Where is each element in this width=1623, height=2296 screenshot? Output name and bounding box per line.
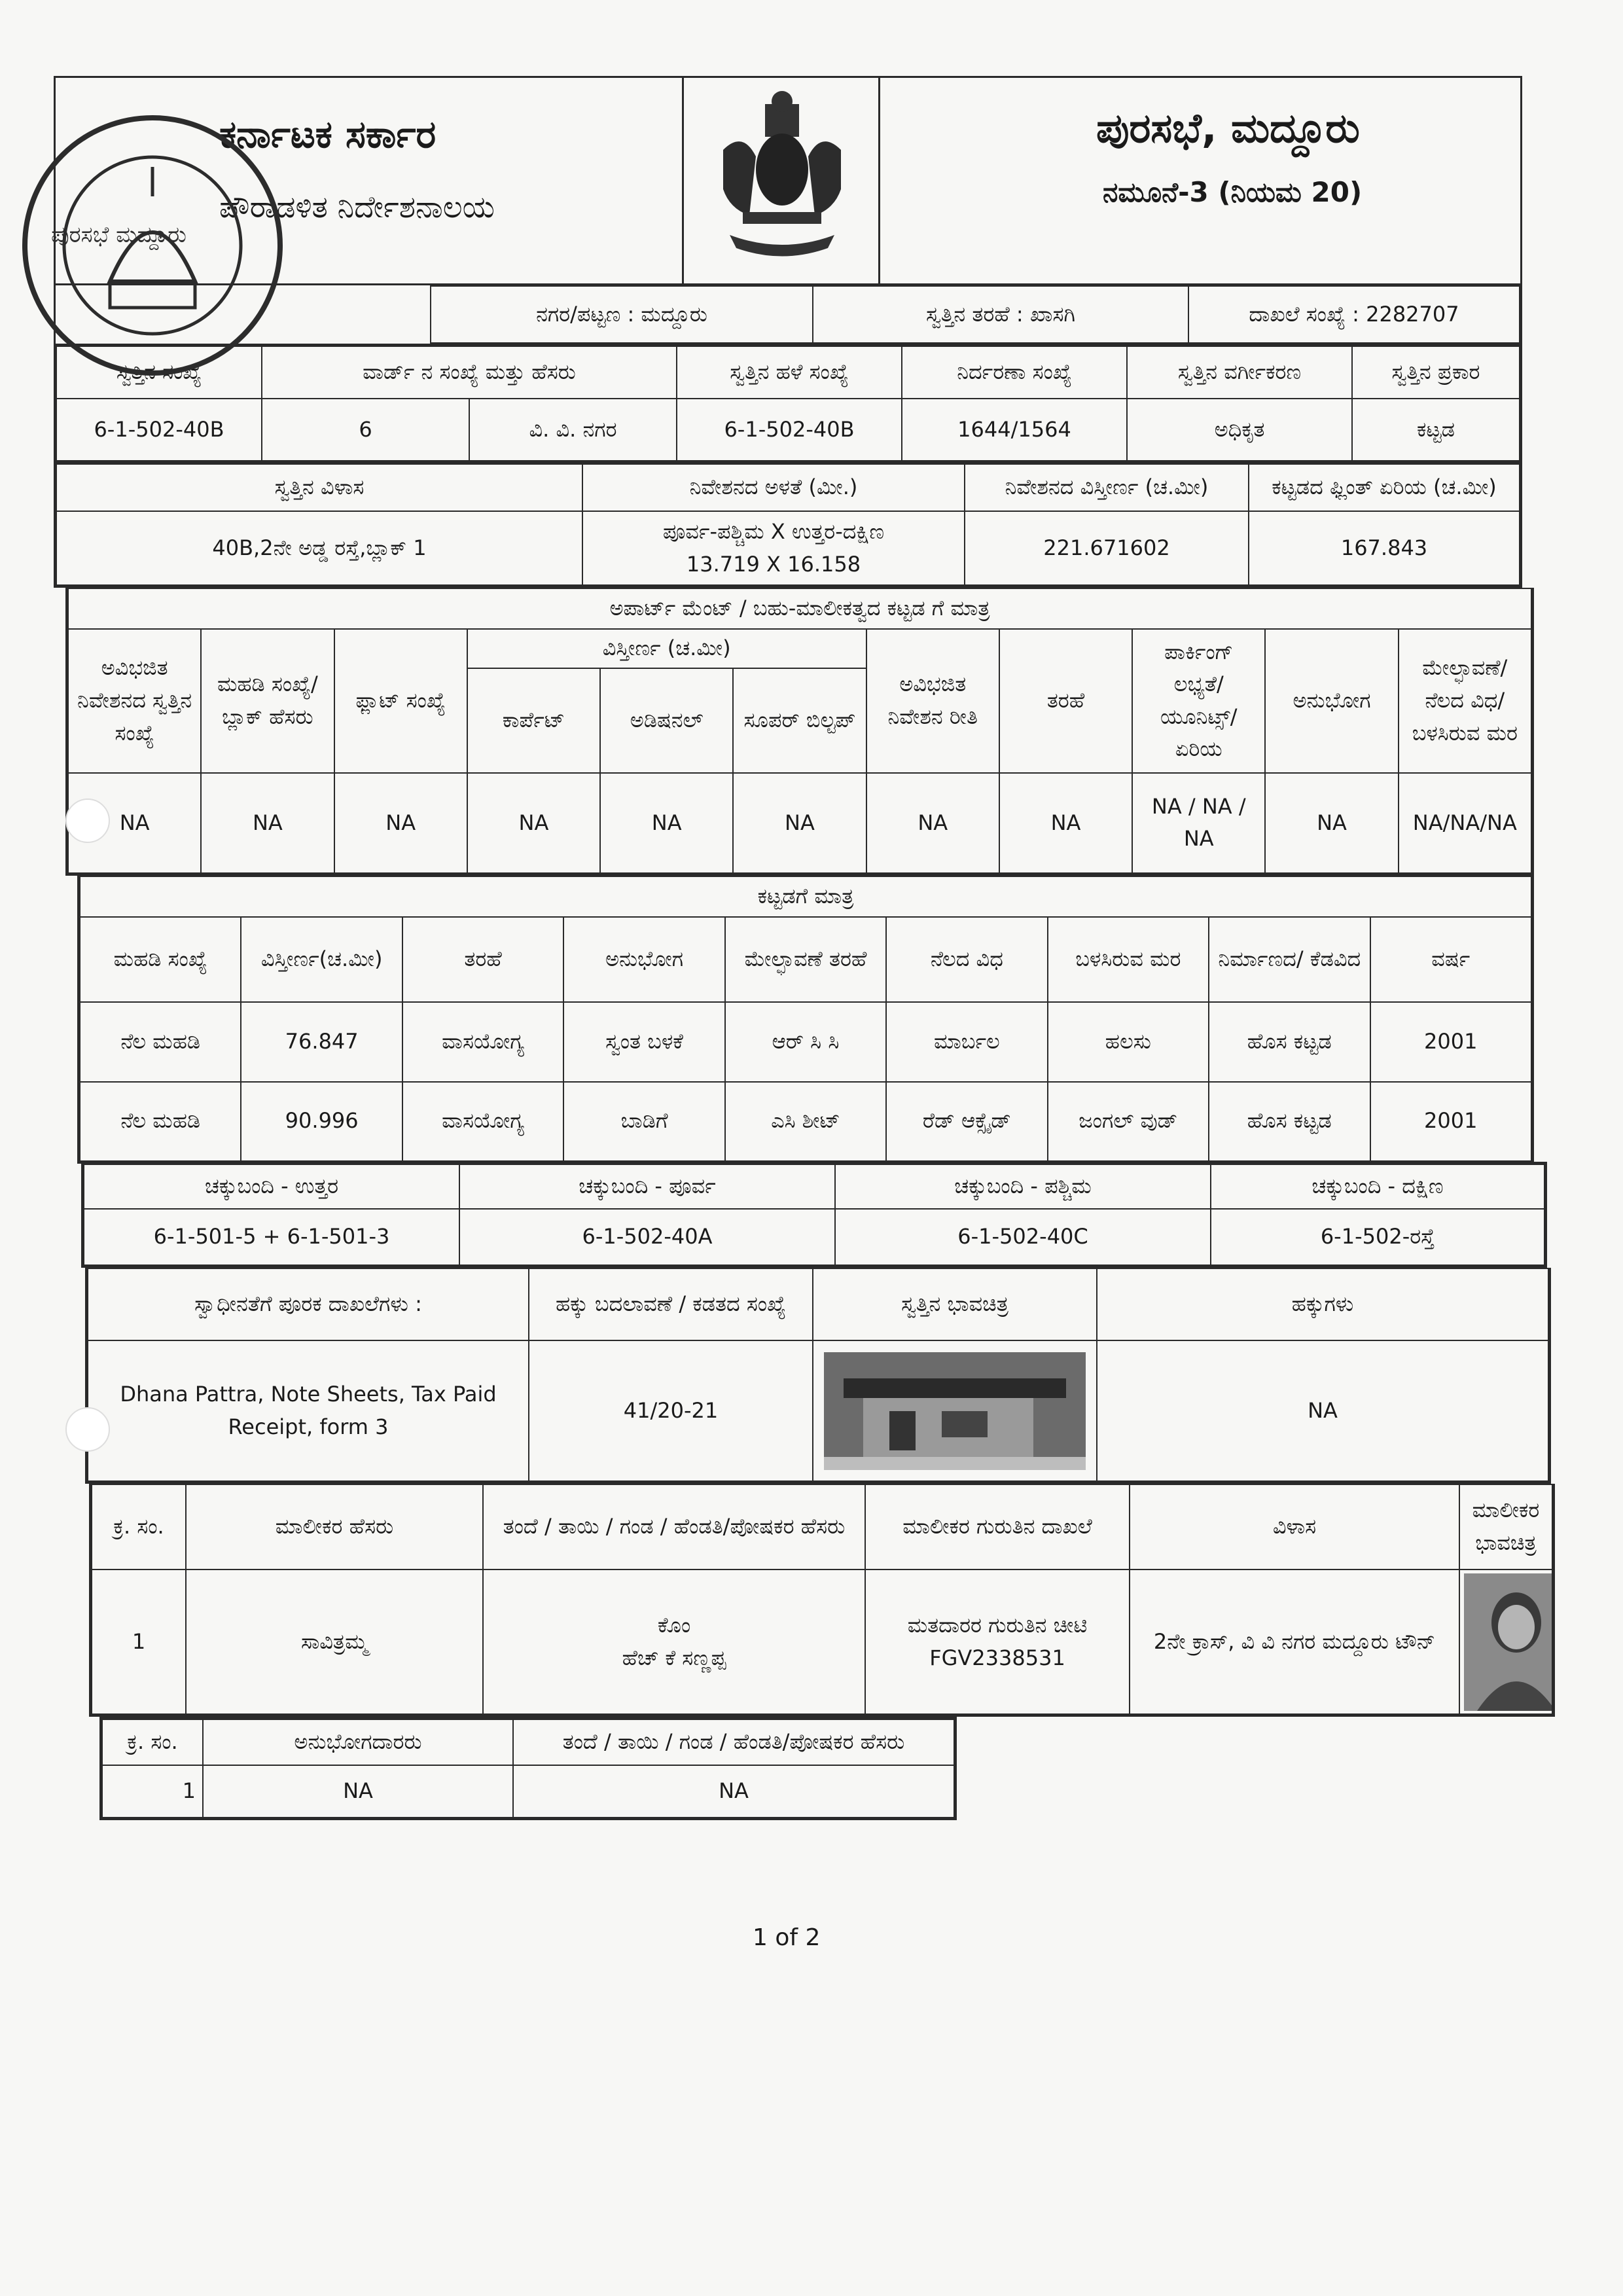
- hdr-floor-area: ವಿಸ್ತೀರ್ಣ(ಚ.ಮೀ): [241, 917, 402, 1002]
- property-address: 40B,2ನೇ ಅಡ್ಡ ರಸ್ತೆ,ಬ್ಲಾಕ್ 1: [56, 511, 582, 585]
- user-name: NA: [203, 1765, 513, 1818]
- hdr-undivided-method: ಅವಿಭಜಿತ ನಿವೇಶನ ರೀತಿ: [866, 629, 999, 773]
- hdr-file-no: ಹಕ್ಕು ಬದಲಾವಣೆ / ಕಡತದ ಸಂಖ್ಯೆ: [529, 1268, 813, 1340]
- municipality-name: ಪುರಸಭೆ, ಮದ್ದೂರು: [1096, 104, 1360, 152]
- wood: ಹಲಸು: [1048, 1002, 1209, 1082]
- directorate-name: ಪೌರಾಡಳಿತ ನಿರ್ದೇಶನಾಲಯ: [219, 189, 495, 224]
- supporting-documents: Dhana Pattra, Note Sheets, Tax Paid Receipt, form 3: [88, 1340, 529, 1481]
- hdr-roof-floor-wood: ಮೇಲ್ಛಾವಣೆ/ನೆಲದ ವಿಧ/ಬಳಸಿರುವ ಮರ: [1399, 629, 1531, 773]
- table-row: [80, 1002, 1531, 1082]
- assessment-no: 1644/1564: [902, 399, 1127, 461]
- building-table: [77, 876, 1534, 1164]
- documents-table: [85, 1268, 1551, 1484]
- owner-name: ಸಾವಿತ್ರಮ್ಮ: [186, 1570, 483, 1714]
- hdr-owner-photo: ಮಾಲೀಕರ ಭಾವಚಿತ್ರ: [1459, 1484, 1552, 1570]
- hdr-old-no: ಸ್ವತ್ತಿನ ಹಳೆ ಸಂಖ್ಯೆ: [677, 346, 902, 399]
- flooring: ಮಾರ್ಬಲ: [886, 1002, 1047, 1082]
- boundary-north: 6-1-501-5 + 6-1-501-3: [84, 1209, 459, 1265]
- hdr-south: ಚಕ್ಕುಬಂದಿ - ದಕ್ಷಿಣ: [1211, 1164, 1544, 1209]
- header-right: [880, 78, 1520, 283]
- table-row: [102, 1765, 954, 1818]
- boundaries-table: [81, 1162, 1547, 1268]
- apt-carpet: NA: [467, 773, 600, 873]
- apt-undivided-no: NA: [68, 773, 201, 873]
- form-number: ನಮೂನೆ-3 (ನಿಯಮ 20): [1103, 176, 1363, 208]
- owner-photo-image: [1464, 1573, 1552, 1711]
- owner-relation: [483, 1570, 865, 1714]
- apt-parking: NA / NA / NA: [1132, 773, 1265, 873]
- relation-prefix: ಕೊಂ: [657, 1612, 691, 1638]
- file-number: 41/20-21: [529, 1340, 813, 1481]
- flooring: ರೆಡ್ ಆಕ್ಸೈಡ್: [886, 1082, 1047, 1162]
- floor-area: 90.996: [241, 1082, 402, 1162]
- hdr-site-dims: ನಿವೇಶನದ ಅಳತೆ (ಮೀ.): [582, 464, 965, 511]
- apt-super: NA: [733, 773, 866, 873]
- apt-undivided-method: NA: [866, 773, 999, 873]
- old-property-no: 6-1-502-40B: [677, 399, 902, 461]
- owners-table: [89, 1484, 1555, 1717]
- roof-type: ಎಸಿ ಶೀಟ್: [725, 1082, 886, 1162]
- classification: ಅಧಿಕೃತ: [1127, 399, 1352, 461]
- hdr-owner-sl: ಕ್ರ. ಸಂ.: [92, 1484, 186, 1570]
- hdr-floor-block: ಮಹಡಿ ಸಂಖ್ಯೆ/ಬ್ಲಾಕ್ ಹೆಸರು: [201, 629, 334, 773]
- hdr-year: ವರ್ಷ: [1370, 917, 1532, 1002]
- hdr-user-relation: ತಂದೆ / ತಾಯಿ / ಗಂಡ / ಹೆಂಡತಿ/ಪೋಷಕರ ಹೆಸರು: [513, 1719, 954, 1765]
- owner-id-type: ಮತದಾರರ ಗುರುತಿನ ಚೀಟಿ: [907, 1612, 1088, 1638]
- property-no: 6-1-502-40B: [56, 399, 262, 461]
- floor-type: ವಾಸಯೋಗ್ಯ: [402, 1082, 563, 1162]
- hdr-user-sl: ಕ್ರ. ಸಂ.: [102, 1719, 203, 1765]
- hdr-construction: ನಿರ್ಮಾಣದ/ ಕೆಡವಿದ: [1209, 917, 1370, 1002]
- plinth-area: 167.843: [1249, 511, 1520, 585]
- page-number: 1 of 2: [753, 1924, 821, 1951]
- govt-name: ಕರ್ನಾಟಕ ಸರ್ಕಾರ: [219, 112, 437, 156]
- rights-value: NA: [1097, 1340, 1548, 1481]
- entry-number-field: ದಾಖಲೆ ಸಂಖ್ಯೆ : 2282707: [1188, 286, 1520, 343]
- hdr-address: ಸ್ವತ್ತಿನ ವಿಳಾಸ: [56, 464, 582, 511]
- floor-no: ನೆಲ ಮಹಡಿ: [80, 1002, 241, 1082]
- apt-floor-block: NA: [201, 773, 334, 873]
- owner-sl: 1: [92, 1570, 186, 1714]
- site-dims-label: ಪೂರ್ವ-ಪಶ್ಚಿಮ X ಉತ್ತರ-ದಕ್ಷಿಣ: [662, 518, 885, 544]
- hdr-floor-no: ಮಹಡಿ ಸಂಖ್ಯೆ: [80, 917, 241, 1002]
- hdr-parking: ಪಾರ್ಕಿಂಗ್ ಲಭ್ಯತೆ/ಯೂನಿಟ್ಸ್/ಏರಿಯ: [1132, 629, 1265, 773]
- hdr-apt-type: ತರಹೆ: [999, 629, 1132, 773]
- municipal-seal-icon: [12, 105, 293, 386]
- users-table: [99, 1717, 957, 1820]
- table-row: [92, 1570, 1552, 1714]
- owner-address: 2ನೇ ಕ್ರಾಸ್, ವಿ ವಿ ನಗರ ಮದ್ದೂರು ಟೌನ್: [1130, 1570, 1459, 1714]
- apt-type: NA: [999, 773, 1132, 873]
- table-row: [80, 1082, 1531, 1162]
- hdr-floor-usage: ಅನುಭೋಗ: [563, 917, 724, 1002]
- boundary-east: 6-1-502-40A: [459, 1209, 835, 1265]
- hdr-undivided-no: ಅವಿಭಜಿತ ನಿವೇಶನದ ಸ್ವತ್ತಿನ ಸಂಖ್ಯೆ: [68, 629, 201, 773]
- punch-hole-top: [65, 798, 110, 843]
- hdr-site-area: ನಿವೇಶನದ ವಿಸ್ತೀರ್ಣ (ಚ.ಮೀ): [965, 464, 1249, 511]
- roof-type: ಆರ್ ಸಿ ಸಿ: [725, 1002, 886, 1082]
- ward-no: 6: [262, 399, 469, 461]
- hdr-flat-no: ಫ್ಲಾಟ್ ಸಂಖ್ಯೆ: [334, 629, 467, 773]
- construction: ಹೊಸ ಕಟ್ಟಡ: [1209, 1082, 1370, 1162]
- hdr-east: ಚಕ್ಕುಬಂದಿ - ಪೂರ್ವ: [459, 1164, 835, 1209]
- hdr-carpet: ಕಾರ್ಪೆಟ್: [467, 668, 600, 773]
- property-kind: ಕಟ್ಟಡ: [1352, 399, 1520, 461]
- hdr-classification: ಸ್ವತ್ತಿನ ವರ್ಗೀಕರಣ: [1127, 346, 1352, 399]
- apt-usage: NA: [1265, 773, 1398, 873]
- apt-roof-floor-wood: NA/NA/NA: [1399, 773, 1531, 873]
- address-table: [54, 463, 1522, 588]
- hdr-owner-relation: ತಂದೆ / ತಾಯಿ / ಗಂಡ / ಹೆಂಡತಿ/ಪೋಷಕರ ಹೆಸರು: [483, 1484, 865, 1570]
- hdr-documents: ಸ್ವಾಧೀನತೆಗೆ ಪೂರಕ ದಾಖಲೆಗಳು :: [88, 1268, 529, 1340]
- hdr-plinth-area: ಕಟ್ಟಡದ ಫ್ಲಿಂತ್ ಏರಿಯ (ಚ.ಮೀ): [1249, 464, 1520, 511]
- city-field: ನಗರ/ಪಟ್ಟಣ : ಮದ್ದೂರು: [431, 286, 813, 343]
- owner-id-number: FGV2338531: [929, 1645, 1065, 1670]
- hdr-super: ಸೂಪರ್ ಬಿಲ್ಟಪ್: [733, 668, 866, 773]
- hdr-apt-usage: ಅನುಭೋಗ: [1265, 629, 1398, 773]
- apartment-title: ಅಪಾರ್ಟ್ ಮೆಂಟ್ / ಬಹು-ಮಾಲೀಕತ್ವದ ಕಟ್ಟಡ ಗೆ ಮಾತ್ರ: [68, 588, 1531, 629]
- punch-hole-bottom: [65, 1407, 110, 1452]
- hdr-area: ವಿಸ್ತೀರ್ಣ (ಚ.ಮೀ): [467, 629, 866, 668]
- hdr-owner-id: ಮಾಲೀಕರ ಗುರುತಿನ ದಾಖಲೆ: [865, 1484, 1130, 1570]
- hdr-rights: ಹಕ್ಕುಗಳು: [1097, 1268, 1548, 1340]
- floor-no: ನೆಲ ಮಹಡಿ: [80, 1082, 241, 1162]
- year: 2001: [1370, 1082, 1532, 1162]
- site-dims-value: 13.719 X 16.158: [686, 551, 861, 577]
- hdr-roof-type: ಮೇಲ್ಛಾವಣೆ ತರಹೆ: [725, 917, 886, 1002]
- floor-usage: ಸ್ವಂತ ಬಳಕೆ: [563, 1002, 724, 1082]
- hdr-property-photo: ಸ್ವತ್ತಿನ ಭಾವಚಿತ್ರ: [813, 1268, 1097, 1340]
- construction: ಹೊಸ ಕಟ್ಟಡ: [1209, 1002, 1370, 1082]
- owner-photo: [1459, 1570, 1552, 1714]
- building-title: ಕಟ್ಟಡಗೆ ಮಾತ್ರ: [80, 876, 1531, 917]
- hdr-assessment-no: ನಿರ್ದರಣಾ ಸಂಖ್ಯೆ: [902, 346, 1127, 399]
- user-sl: 1: [102, 1765, 203, 1818]
- floor-type: ವಾಸಯೋಗ್ಯ: [402, 1002, 563, 1082]
- hdr-floor-type: ತರಹೆ: [402, 917, 563, 1002]
- user-relation: NA: [513, 1765, 954, 1818]
- property-photo-image: [824, 1352, 1086, 1470]
- hdr-west: ಚಕ್ಕುಬಂದಿ - ಪಶ್ಚಿಮ: [835, 1164, 1211, 1209]
- hdr-user-name: ಅನುಭೋಗದಾರರು: [203, 1719, 513, 1765]
- hdr-wood: ಬಳಸಿರುವ ಮರ: [1048, 917, 1209, 1002]
- apt-flat-no: NA: [334, 773, 467, 873]
- ward-name: ವಿ. ವಿ. ನಗರ: [469, 399, 677, 461]
- state-emblem-icon: [684, 78, 880, 283]
- hdr-owner-address: ವಿಳಾಸ: [1130, 1484, 1459, 1570]
- floor-area: 76.847: [241, 1002, 402, 1082]
- apt-additional: NA: [600, 773, 733, 873]
- apartment-table: [65, 588, 1534, 876]
- year: 2001: [1370, 1002, 1532, 1082]
- hdr-property-kind: ಸ್ವತ್ತಿನ ಪ್ರಕಾರ: [1352, 346, 1520, 399]
- property-type-field: ಸ್ವತ್ತಿನ ತರಹೆ : ಖಾಸಗಿ: [813, 286, 1188, 343]
- hdr-additional: ಅಡಿಷನಲ್: [600, 668, 733, 773]
- hdr-flooring: ನೆಲದ ವಿಧ: [886, 917, 1047, 1002]
- site-dimensions: [582, 511, 965, 585]
- owner-id: [865, 1570, 1130, 1714]
- hdr-property-no: ಸ್ವತ್ತಿನ ಸಂಖ್ಯೆ: [56, 346, 262, 399]
- header-emblem-cell: [684, 78, 880, 283]
- hdr-owner-name: ಮಾಲೀಕರ ಹೆಸರು: [186, 1484, 483, 1570]
- wood: ಜಂಗಲ್ ವುಡ್: [1048, 1082, 1209, 1162]
- boundary-south: 6-1-502-ರಸ್ತೆ: [1211, 1209, 1544, 1265]
- property-photo: [813, 1340, 1097, 1481]
- boundary-west: 6-1-502-40C: [835, 1209, 1211, 1265]
- relation-name: ಹೆಚ್ ಕೆ ಸಣ್ಣಪ್ಪ: [622, 1645, 726, 1670]
- site-area: 221.671602: [965, 511, 1249, 585]
- hdr-north: ಚಕ್ಕುಬಂದಿ - ಉತ್ತರ: [84, 1164, 459, 1209]
- hdr-ward: ವಾರ್ಡ್ ನ ಸಂಖ್ಯೆ ಮತ್ತು ಹೆಸರು: [262, 346, 677, 399]
- seal-text: ಪುರಸಭೆ ಮದ್ದೂರು: [51, 222, 187, 248]
- floor-usage: ಬಾಡಿಗೆ: [563, 1082, 724, 1162]
